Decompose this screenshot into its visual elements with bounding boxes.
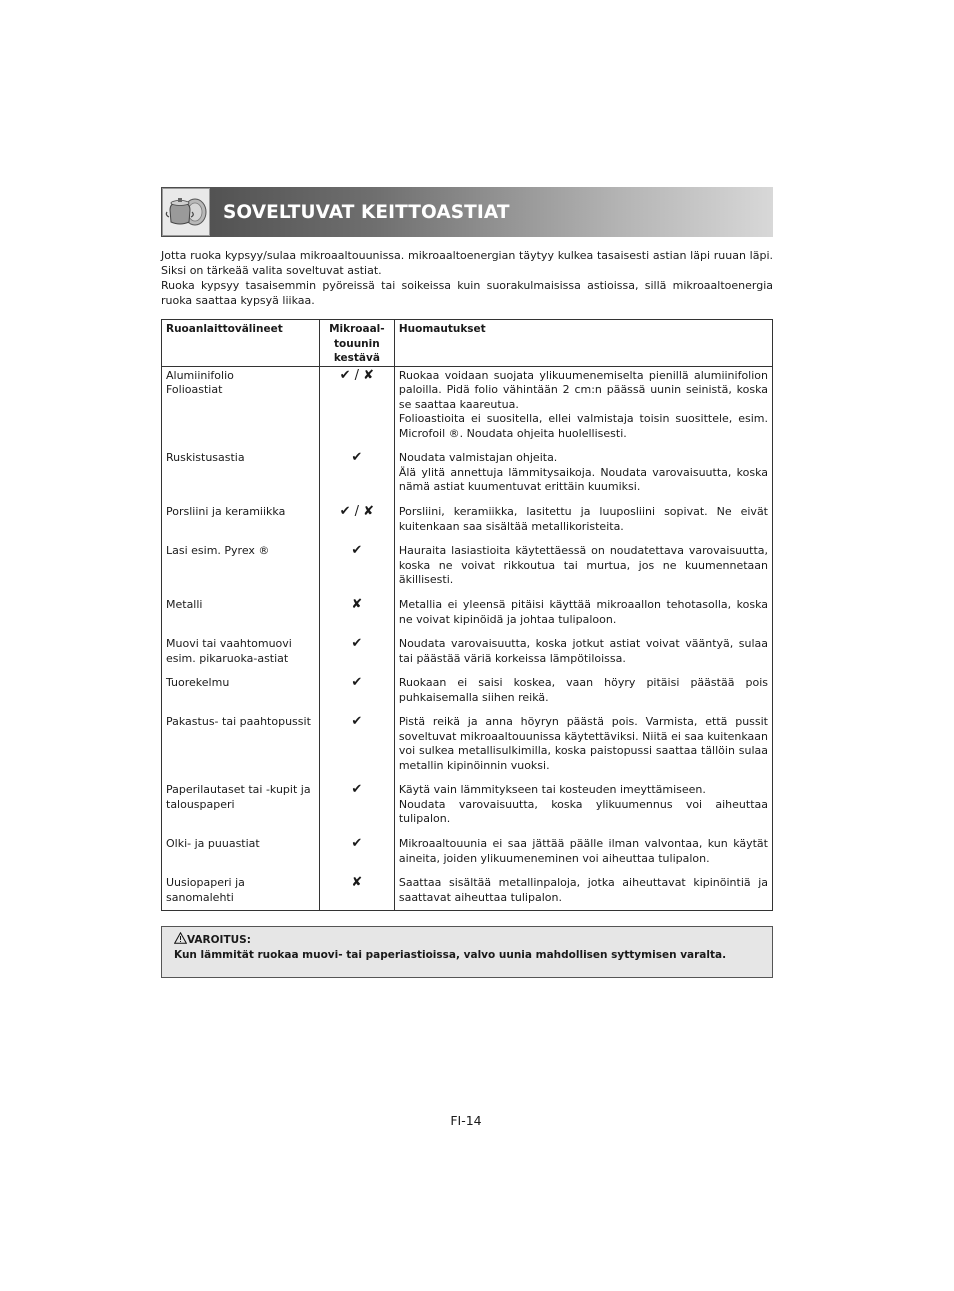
page-number: FI-14 xyxy=(450,1113,482,1128)
utensil-cell: Pakastus- tai paahtopussit xyxy=(162,713,320,781)
table-header-row xyxy=(162,320,773,367)
microwave-safe-cell: ✔ / ✘ xyxy=(319,503,394,542)
notes-cell: Käytä vain lämmitykseen tai kosteuden imeyttämiseen. Noudata varovaisuutta, koska ylikuumennus voi aiheuttaa tulipalon. xyxy=(394,781,772,835)
column-header-notes: Huomautukset xyxy=(394,320,772,367)
table-row xyxy=(162,874,773,910)
table-row xyxy=(162,366,773,449)
utensil-cell: Paperilautaset tai -kupit ja talouspaperi xyxy=(162,781,320,835)
warning-text: Kun lämmität ruokaa muovi- tai paperiastioissa, valvo uunia mahdollisen syttymisen varalta. xyxy=(174,948,727,961)
intro-paragraph-1: Jotta ruoka kypsyy/sulaa mikroaaltouunissa. mikroaaltoenergian täytyy kulkea tasaisesti astian läpi ruuan läpi. Siksi on tärkeää valita soveltuvat astiat. xyxy=(161,249,773,277)
utensil-cell: Ruskistusastia xyxy=(162,449,320,503)
microwave-safe-cell: ✔ xyxy=(319,674,394,713)
microwave-safe-cell: ✔ xyxy=(319,713,394,781)
notes-cell: Mikroaaltouunia ei saa jättää päälle ilman valvontaa, kun käytät aineita, joiden ylikuumeneminen voi aiheuttaa tulipalon. xyxy=(394,835,772,874)
utensil-cell: Alumiinifolio Folioastiat xyxy=(162,366,320,449)
column-header-utensils: Ruoanlaittovälineet xyxy=(162,320,320,367)
table-row xyxy=(162,503,773,542)
intro-text xyxy=(161,248,773,308)
section-header-banner xyxy=(161,187,773,237)
utensil-cell: Tuorekelmu xyxy=(162,674,320,713)
notes-cell: Porsliini, keramiikka, lasitettu ja luuposliini sopivat. Ne eivät kuitenkaan saa sisältää metallikoristeita. xyxy=(394,503,772,542)
microwave-safe-cell: ✘ xyxy=(319,596,394,635)
microwave-safe-cell: ✔ xyxy=(319,449,394,503)
table-row xyxy=(162,674,773,713)
notes-cell: Noudata varovaisuutta, koska jotkut astiat voivat vääntyä, sulaa tai päästää väriä korkeissa lämpötiloissa. xyxy=(394,635,772,674)
table-row xyxy=(162,781,773,835)
utensil-cell: Uusiopaperi ja sanomalehti xyxy=(162,874,320,910)
table-row xyxy=(162,713,773,781)
warning-label: VAROITUS: xyxy=(187,933,251,946)
notes-cell: Pistä reikä ja anna höyryn päästä pois. Varmista, että pussit soveltuvat mikroaaltouunissa käytettäviksi. Niitä ei saa kuitenkaan voi sulkea metallisulkimilla, koska paistopussi saattaa tällöin sulaa metallin kipinöinnin vuoksi. xyxy=(394,713,772,781)
microwave-safe-cell: ✔ xyxy=(319,635,394,674)
utensil-cell: Porsliini ja keramiikka xyxy=(162,503,320,542)
microwave-safe-cell: ✔ xyxy=(319,542,394,596)
table-row xyxy=(162,635,773,674)
page-title: SOVELTUVAT KEITTOASTIAT xyxy=(223,201,510,223)
table-row xyxy=(162,596,773,635)
cookware-icon xyxy=(162,188,210,236)
intro-paragraph-2: Ruoka kypsyy tasaisemmin pyöreissä tai soikeissa kuin suorakulmaisissa astioissa, sillä mikroaaltoenergia ruoka saattaa kypsyä liikaa. xyxy=(161,279,773,307)
microwave-safe-cell: ✔ xyxy=(319,835,394,874)
warning-triangle-icon xyxy=(174,932,187,949)
notes-cell: Noudata valmistajan ohjeita. Älä ylitä annettuja lämmitysaikoja. Noudata varovaisuutta, koska nämä astiat kuumentuvat erittäin kuumiksi. xyxy=(394,449,772,503)
utensil-cell: Muovi tai vaahtomuovi esim. pikaruoka-astiat xyxy=(162,635,320,674)
notes-cell: Ruokaan ei saisi koskea, vaan höyry pitäisi päästää pois puhkaisemalla siihen reikä. xyxy=(394,674,772,713)
microwave-safe-cell: ✔ xyxy=(319,781,394,835)
notes-cell: Saattaa sisältää metallinpaloja, jotka aiheuttavat kipinöintiä ja saattavat aiheuttaa tulipalon. xyxy=(394,874,772,910)
notes-cell: Metallia ei yleensä pitäisi käyttää mikroaallon tehotasolla, koska ne voivat kipinöidä ja johtaa tulipaloon. xyxy=(394,596,772,635)
cookware-table xyxy=(161,319,773,911)
microwave-safe-cell: ✘ xyxy=(319,874,394,910)
column-header-microwave-safe: Mikroaal- touunin kestävä xyxy=(319,320,394,367)
warning-box xyxy=(161,926,773,978)
table-row xyxy=(162,835,773,874)
utensil-cell: Lasi esim. Pyrex ® xyxy=(162,542,320,596)
notes-cell: Ruokaa voidaan suojata ylikuumenemiselta pienillä alumiinifolion paloilla. Pidä folio vähintään 2 cm:n päässä uunin seinistä, koska se saattaa kaareutua. Folioastioita ei suositella, ellei valmistaja toisin suosittele, esim. Microfoil ®. Noudata ohjeita huolellisesti. xyxy=(394,366,772,449)
table-row xyxy=(162,449,773,503)
microwave-safe-cell: ✔ / ✘ xyxy=(319,366,394,449)
utensil-cell: Olki- ja puuastiat xyxy=(162,835,320,874)
table-row xyxy=(162,542,773,596)
utensil-cell: Metalli xyxy=(162,596,320,635)
notes-cell: Hauraita lasiastioita käytettäessä on noudatettava varovaisuutta, koska ne voivat rikkoutua tai murtua, jos ne kuumennetaan äkillisesti. xyxy=(394,542,772,596)
